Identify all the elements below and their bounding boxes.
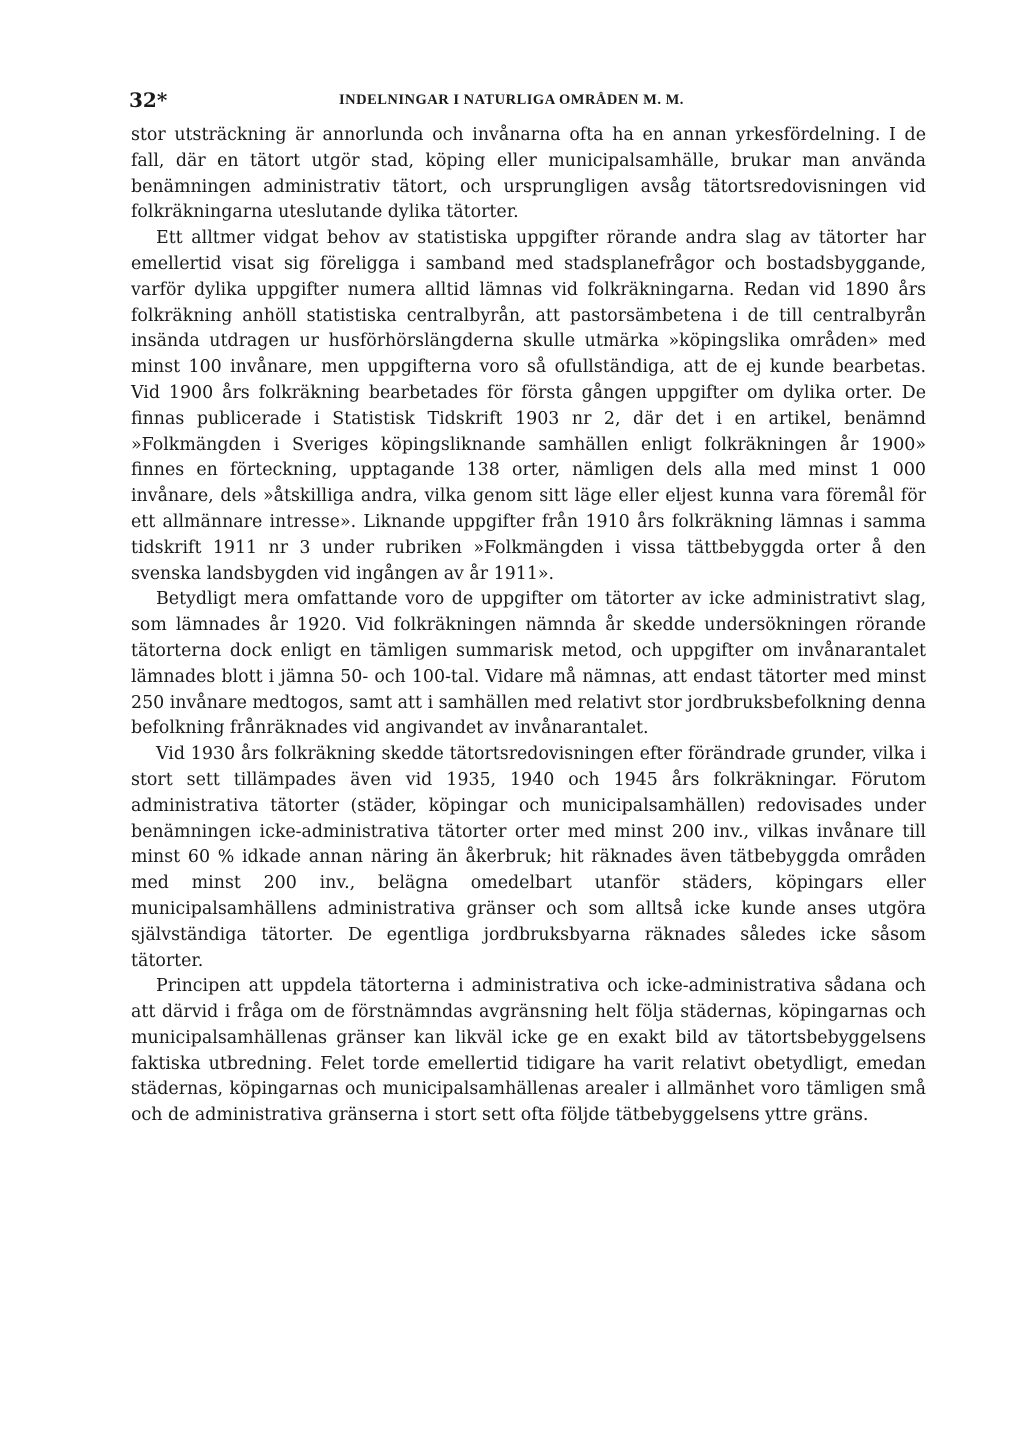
paragraph-continued: stor utsträckning är annorlunda och invånarna ofta ha en annan yrkesfördelning. I de fall, där en tätort utgör stad, köping eller municipalsamhälle, brukar man använda benämningen administrativ tätort, och ursprungligen avsåg tätortsredovisningen vid folkräkningarna uteslutande dylika tätorter.: [131, 125, 926, 223]
paragraph: Betydligt mera omfattande voro de uppgifter om tätorter av icke administrativt slag, som lämnades år 1920. Vid folkräkningen nämnda år skedde undersökningen rörande tätorterna dock enligt en tämligen summarisk metod, och uppgifter om invånarantalet lämnades blott i jämna 50- och 100-tal. Vidare må nämnas, att endast tätorter med minst 250 invånare medtogos, samt att i samhällen med relativt stor jordbruksbefolkning denna befolkning frånräknades vid angivandet av invånarantalet.: [131, 589, 926, 739]
running-head-title: INDELNINGAR I NATURLIGA OMRÅDEN M. M.: [339, 92, 684, 108]
running-head: [131, 86, 926, 114]
page: [131, 86, 926, 1129]
paragraph: Principen att uppdela tätorterna i administrativa och icke-administrativa sådana och att därvid i fråga om de förstnämndas avgränsning helt följa städernas, köpingarnas och municipalsamhällenas gränser kan likväl icke ge en exakt bild av tätortsbebyggelsens faktiska utbredning. Felet torde emellertid tidigare ha varit relativt obetydligt, emedan städernas, köpingarnas och municipalsamhällenas arealer i allmänhet voro tämligen små och de administrativa gränserna i stort sett ofta följde tätbebyggelsens yttre gräns.: [131, 976, 926, 1126]
page-number: 32*: [129, 88, 168, 112]
paragraph: Vid 1930 års folkräkning skedde tätortsredovisningen efter förändrade grunder, vilka i stort sett tillämpades även vid 1935, 1940 och 1945 års folkräkningar. Förutom administrativa tätorter (städer, köpingar och municipalsamhällen) redovisades under benämningen icke-administrativa tätorter orter med minst 200 inv., vilkas invånare till minst 60 % idkade annan näring än åkerbruk; hit räknades även tätbebyggda områden med minst 200 inv., belägna omedelbart utanför städers, köpingars eller municipalsamhällens administrativa gränser och som alltså icke kunde anses utgöra självständiga tätorter. De egentliga jordbruksbyarna räknades således icke såsom tätorter.: [131, 744, 926, 971]
paragraph: Ett alltmer vidgat behov av statistiska uppgifter rörande andra slag av tätorter har emellertid visat sig föreligga i samband med stadsplanefrågor och bostadsbyggande, varför dylika uppgifter numera alltid lämnas vid folkräkningarna. Redan vid 1890 års folkräkning anhöll statistiska centralbyrån, att pastorsämbetena i de till centralbyrån insända utdragen ur husförhörslängderna skulle utmärka »köpingslika områden» med minst 100 invånare, men uppgifterna voro så ofullständiga, att de ej kunde bearbetas. Vid 1900 års folkräkning bearbetades för första gången uppgifter om dylika orter. De finnas publicerade i Statistisk Tidskrift 1903 nr 2, där det i en artikel, benämnd »Folkmängden i Sveriges köpingsliknande samhällen enligt folkräkningen år 1900» finnes en förteckning, upptagande 138 orter, nämligen dels alla med minst 1 000 invånare, dels »åtskilliga andra, vilka genom sitt läge eller eljest kunna vara föremål för ett allmännare intresse». Liknande uppgifter från 1910 års folkräkning lämnas i samma tidskrift 1911 nr 3 under rubriken »Folkmängden i vissa tättbebyggda orter å den svenska landsbygden vid ingången av år 1911».: [131, 228, 926, 584]
body-text: [131, 123, 926, 1129]
